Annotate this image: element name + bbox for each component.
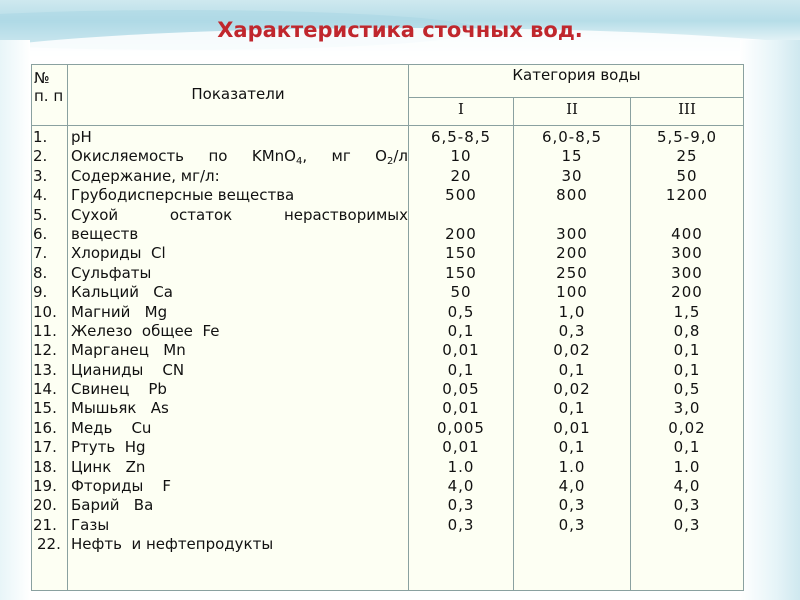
category-2-value: 0,02 [553,380,591,399]
row-number: 15. [33,399,57,418]
category-3-value: 1.0 [673,457,701,476]
category-1-value: 0,3 [447,515,475,534]
indicator-name: веществ [71,224,139,243]
category-1-value [409,206,513,225]
category-2-values [514,128,630,555]
row-number: 17. [33,438,57,457]
category-3-value [631,206,743,225]
indicator-word: нерастворимых [283,205,408,224]
indicator-word: мг [331,147,351,166]
indicator-name: Ртуть Hg [71,438,146,457]
indicator-name: Содержание, мг/л: [71,166,220,185]
category-3-value: 0,5 [673,380,701,399]
row-number: 1. [33,128,48,146]
row-number: 19. [33,477,57,496]
indicator-word: по [208,147,228,166]
category-2-value: 0,1 [558,360,586,379]
row-number: 14. [33,380,57,399]
category-1-value [409,535,513,554]
category-3-value: 0,3 [673,496,701,515]
row-number: 8. [33,263,48,282]
category-1-value: 200 [445,224,477,243]
category-2-value: 300 [556,224,588,243]
slide-title: Характеристика сточных вод. [217,18,583,42]
category-1-value: 6,5-8,5 [430,128,492,146]
category-2-value: 0,3 [558,515,586,534]
indicator-word: KMnO$_4$, [251,147,308,168]
category-3-value: 0,1 [673,360,701,379]
row-number: 6. [33,224,48,243]
indicator-word: Сухой [71,205,119,224]
category-2-value: 1.0 [558,457,586,476]
category-1-value: 0,01 [442,399,480,418]
row-number: 21. [33,515,57,534]
row-number: 18. [33,457,57,476]
category-3-value: 300 [671,244,703,263]
category-1-value: 500 [445,186,477,205]
category-2-value: 0,3 [558,321,586,340]
indicator-name [71,147,408,166]
category-3-value: 0,1 [673,341,701,360]
category-2-value: 100 [556,283,588,302]
category-2-value [514,535,630,554]
indicator-name: Свинец Pb [71,380,167,399]
category-3-value: 0,3 [673,515,701,534]
category-1-value: 4,0 [447,477,475,496]
row-number: 13. [33,360,57,379]
header-divider-category [408,97,744,98]
indicator-name: Кальций Ca [71,283,173,302]
category-2-value: 0,02 [553,341,591,360]
category-3-value: 0,1 [673,438,701,457]
category-2-value: 0,1 [558,438,586,457]
category-1-value: 0,01 [442,438,480,457]
category-1-value: 0,3 [447,496,475,515]
row-number: 3. [33,166,48,185]
category-1-value: 20 [450,166,472,185]
category-1-value: 50 [450,283,472,302]
indicator-name: Хлориды Cl [71,244,166,263]
indicator-column [71,128,408,555]
left-background [0,40,30,600]
indicator-name: Медь Cu [71,418,152,437]
category-3-values [631,128,743,555]
category-2-value: 6,0-8,5 [541,128,603,146]
category-2-value: 200 [556,244,588,263]
right-background [740,40,800,600]
row-number: 7. [33,244,48,263]
indicator-name: Газы [71,515,110,534]
indicator-name [71,206,408,225]
category-header-1: I [458,100,464,118]
category-3-value: 400 [671,224,703,243]
row-number: 9. [33,283,48,302]
category-3-value: 1200 [665,186,709,205]
category-2-value: 0,1 [558,399,586,418]
row-number: 4. [33,186,48,205]
subscript: 4 [295,156,303,168]
category-3-value: 4,0 [673,477,701,496]
category-1-value: 10 [450,147,472,166]
category-header-3: III [678,100,696,118]
table-border-right [743,64,744,591]
category-3-value [631,535,743,554]
category-2-value: 250 [556,263,588,282]
indicator-name: Барий Ba [71,496,154,515]
category-1-value: 1.0 [447,457,475,476]
category-1-value: 150 [445,263,477,282]
category-1-value: 0,01 [442,341,480,360]
indicator-name: pH [71,128,92,146]
category-1-value: 0,05 [442,380,480,399]
category-3-value: 50 [676,166,698,185]
indicator-name: Железо общее Fe [71,321,220,340]
subscript: 2 [386,156,394,168]
table-border-top [31,64,744,65]
category-2-value: 15 [561,147,583,166]
indicator-word: Окисляемость [71,147,185,166]
indicator-name: Марганец Mn [71,341,186,360]
header-water-category: Категория воды [512,66,641,84]
header-num-symbol: № [34,69,50,87]
row-number: 22. [37,535,61,554]
row-number: 5. [33,205,48,224]
category-3-value: 3,0 [673,399,701,418]
category-2-value: 0,01 [553,418,591,437]
category-2-value: 4,0 [558,477,586,496]
row-number: 10. [33,302,57,321]
indicator-word: $O_2/л$ [375,147,408,168]
table-border-bottom [31,590,744,591]
category-header-2: II [566,100,578,118]
category-1-value: 0,1 [447,321,475,340]
row-number-column [31,128,67,555]
row-number: 2. [33,147,48,166]
header-divider-bottom [31,125,744,126]
indicator-name: Цинк Zn [71,457,146,476]
category-3-value: 0,02 [668,418,706,437]
column-divider-num [67,64,68,591]
indicator-name: Цианиды CN [71,360,185,379]
category-2-value [514,206,630,225]
row-number: 12. [33,341,57,360]
category-3-value: 0,8 [673,321,701,340]
row-number: 20. [33,496,57,515]
indicator-name: Грубодисперсные вещества [71,186,295,205]
category-1-value: 0,5 [447,302,475,321]
category-2-value: 0,3 [558,496,586,515]
indicator-name: Фториды F [71,477,172,496]
header-indicators: Показатели [191,85,285,103]
category-1-values [409,128,513,555]
row-number: 16. [33,418,57,437]
category-2-value: 1,0 [558,302,586,321]
category-1-value: 0,005 [437,418,485,437]
category-3-value: 5,5-9,0 [656,128,718,146]
header-num-label: п. п [34,87,64,105]
category-2-value: 30 [561,166,583,185]
category-1-value: 0,1 [447,360,475,379]
wastewater-table [31,64,744,591]
indicator-name: Сульфаты [71,263,152,282]
category-1-value: 150 [445,244,477,263]
indicator-name: Мышьяк As [71,399,169,418]
indicator-word: остаток [169,205,233,224]
indicator-name: Нефть и нефтепродукты [71,535,274,554]
category-3-value: 200 [671,283,703,302]
category-3-value: 1,5 [673,302,701,321]
category-3-value: 300 [671,263,703,282]
category-3-value: 25 [676,147,698,166]
indicator-name: Магний Mg [71,302,168,321]
row-number: 11. [33,321,57,340]
category-2-value: 800 [556,186,588,205]
